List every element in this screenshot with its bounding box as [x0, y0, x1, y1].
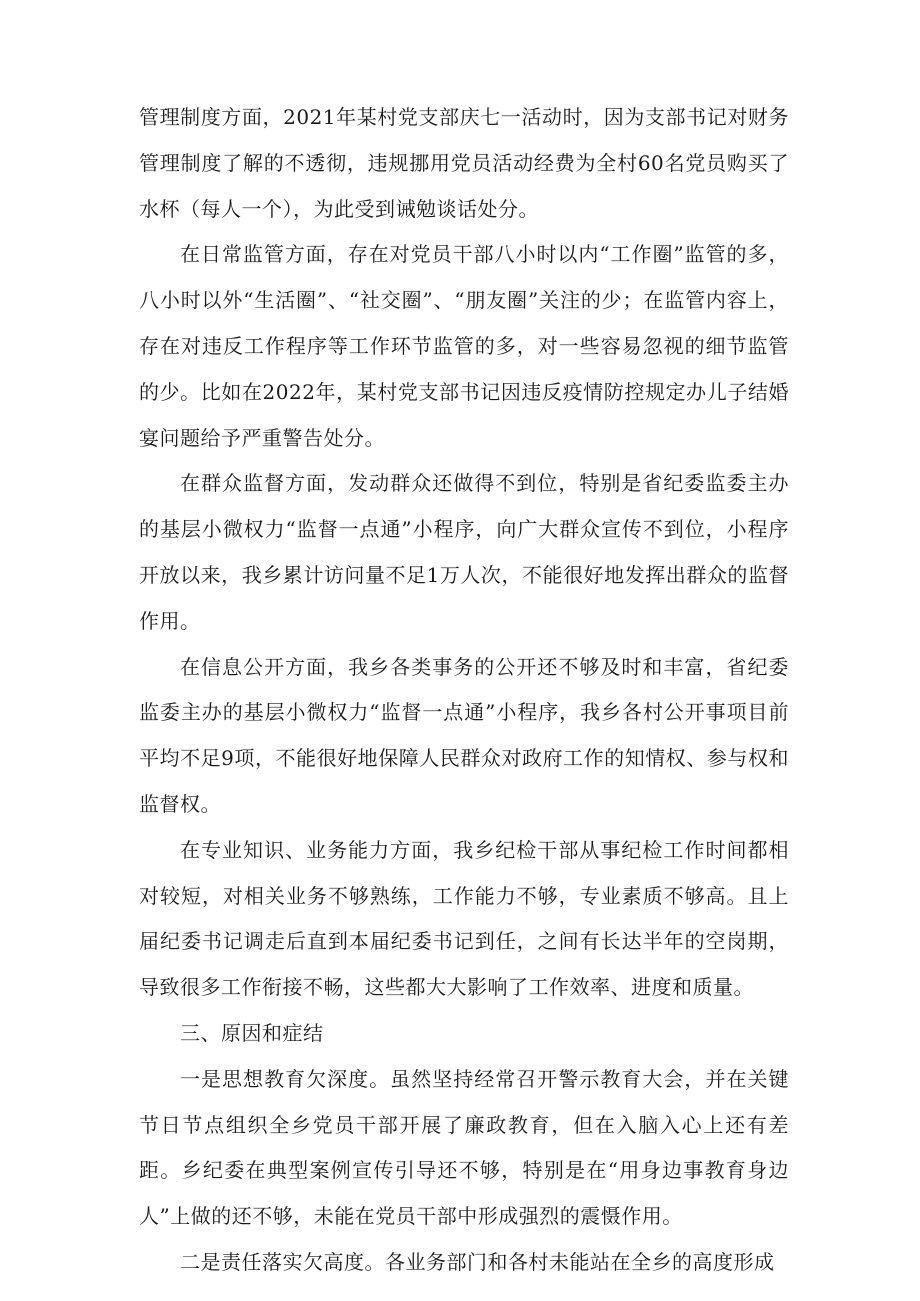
paragraph-responsibility-implementation: 二是责任落实欠高度。各业务部门和各村未能站在全乡的高度形成 [180, 1249, 775, 1274]
paragraph-mass-supervision: 在群众监督方面，发动群众还做得不到位，特别是省纪委监委主办的基层小微权力“监督一点通”小程序，向广大群众宣传不到位，小程序开放以来，我乡累计访问量不足1万人次，不能很好地发挥出群众的监督作用。 [139, 471, 789, 633]
section-heading-causes: 三、原因和症结 [180, 1020, 324, 1045]
paragraph-professional-ability: 在专业知识、业务能力方面，我乡纪检干部从事纪检工作时间都相对较短，对相关业务不够熟练，工作能力不够，专业素质不够高。且上届纪委书记调走后直到本届纪委书记到任，之间有长达半年的空岗期，导致很多工作衔接不畅，这些都大大影响了工作效率、进度和质量。 [139, 837, 789, 1000]
document-body [139, 95, 789, 1286]
paragraph-daily-supervision: 在日常监管方面，存在对党员干部八小时以内“工作圈”监管的多，八小时以外“生活圈”、“社交圈”、“朋友圈”关注的少；在监管内容上，存在对违反工作程序等工作环节监管的多，对一些容易忽视的细节监管的少。比如在2022年，某村党支部书记因违反疫情防控规定办儿子结婚宴问题给予严重警告处分。 [139, 242, 789, 450]
paragraph-ideological-education: 一是思想教育欠深度。虽然坚持经常召开警示教育大会，并在关键节日节点组织全乡党员干部开展了廉政教育，但在入脑入心上还有差距。乡纪委在典型案例宣传引导还不够，特别是在“用身边事教育身边人”上做的还不够，未能在党员干部中形成强烈的震慑作用。 [139, 1066, 789, 1229]
paragraph-information-disclosure: 在信息公开方面，我乡各类事务的公开还不够及时和丰富，省纪委监委主办的基层小微权力“监督一点通”小程序，我乡各村公开事项目前平均不足9项，不能很好地保障人民群众对政府工作的知情权、参与权和监督权。 [139, 654, 789, 816]
paragraph-financial-management: 管理制度方面，2021年某村党支部庆七一活动时，因为支部书记对财务管理制度了解的不透彻，违规挪用党员活动经费为全村60名党员购买了水杯（每人一个），为此受到诫勉谈话处分。 [139, 105, 789, 221]
